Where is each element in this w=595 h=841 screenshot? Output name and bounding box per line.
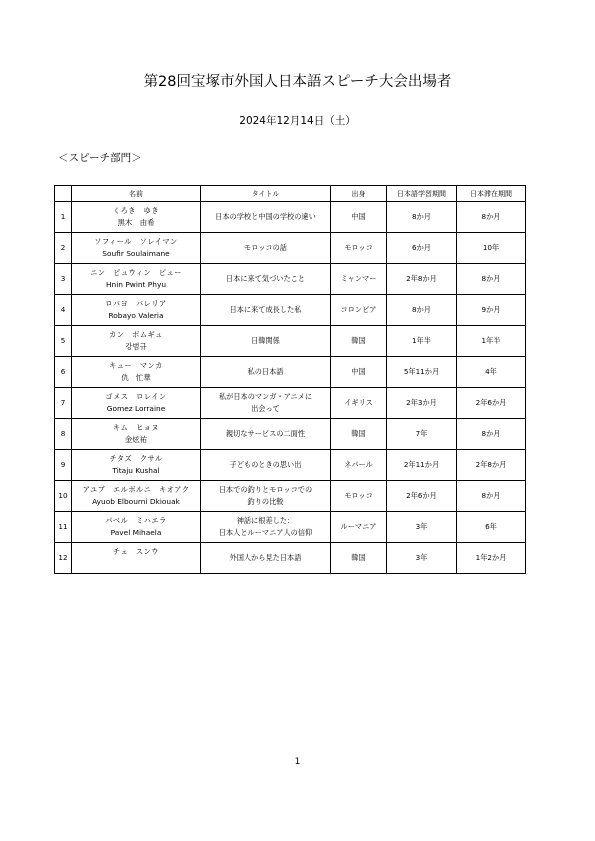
speaker-name: 강범규 — [125, 342, 147, 351]
table-row — [55, 481, 526, 512]
origin-cell: 中国 — [331, 202, 387, 233]
speaker-name-cell — [72, 512, 201, 543]
speech-title-line: 私の日本語 — [247, 367, 284, 376]
table-row — [55, 512, 526, 543]
speaker-name: Robayo Valeria — [108, 311, 164, 320]
speaker-name-reading: ゴメス ロレイン — [105, 392, 167, 401]
speaker-name-cell — [72, 450, 201, 481]
stay-period-cell: 4年 — [457, 357, 526, 388]
speaker-name-cell — [72, 202, 201, 233]
table-row — [55, 202, 526, 233]
speech-title-line: 外国人から見た日本語 — [229, 553, 302, 562]
speech-title-cell — [201, 543, 331, 574]
speaker-name-reading: カン ボムギュ — [109, 330, 163, 339]
row-number: 8 — [55, 419, 72, 450]
study-period-cell: 2年8か月 — [387, 264, 457, 295]
stay-period-cell: 6年 — [457, 512, 526, 543]
speech-title-cell — [201, 233, 331, 264]
table-row — [55, 264, 526, 295]
speaker-name-cell — [72, 326, 201, 357]
speaker-name-reading: ロバヨ バレリア — [105, 299, 167, 308]
study-period-cell: 8か月 — [387, 202, 457, 233]
speech-title-line: 日本に来て成長した私 — [229, 305, 302, 314]
row-number: 2 — [55, 233, 72, 264]
table-row — [55, 233, 526, 264]
row-number: 11 — [55, 512, 72, 543]
speech-title-line: 釣りの比較 — [247, 497, 284, 506]
origin-cell: イギリス — [331, 388, 387, 419]
document-title: 第28回宝塚市外国人日本語スピーチ大会出場者 — [143, 74, 452, 90]
row-number: 9 — [55, 450, 72, 481]
speech-title-line: 日本人とルーマニア人の信仰 — [218, 528, 313, 537]
origin-cell: コロンビア — [331, 295, 387, 326]
table-row — [55, 326, 526, 357]
speech-title-cell — [201, 326, 331, 357]
study-period-cell: 5年11か月 — [387, 357, 457, 388]
table-row — [55, 357, 526, 388]
study-period-cell: 2年6か月 — [387, 481, 457, 512]
stay-period-cell: 1年半 — [457, 326, 526, 357]
speaker-name-reading: チタズ クサル — [109, 454, 163, 463]
speaker-name-reading: アユブ エルボルニ キオアク — [82, 485, 190, 494]
row-number: 4 — [55, 295, 72, 326]
speaker-name-reading: くろき ゆき — [112, 206, 160, 215]
origin-cell: ミャンマー — [331, 264, 387, 295]
row-number: 12 — [55, 543, 72, 574]
header-title: タイトル — [201, 186, 331, 202]
speech-title-line: 日本に来て気づいたこと — [225, 274, 306, 283]
table-row — [55, 543, 526, 574]
stay-period-cell: 8か月 — [457, 202, 526, 233]
speech-title-cell — [201, 264, 331, 295]
origin-cell: ルーマニア — [331, 512, 387, 543]
speaker-name: 金炫祐 — [124, 435, 148, 444]
row-number: 3 — [55, 264, 72, 295]
speaker-name-cell — [72, 419, 201, 450]
speech-title-cell — [201, 357, 331, 388]
speaker-name-reading: チェ スンウ — [113, 547, 159, 556]
speaker-name — [72, 558, 200, 570]
speech-title-cell — [201, 388, 331, 419]
speaker-name: Titaju Kushal — [112, 466, 160, 475]
speech-title-cell — [201, 202, 331, 233]
study-period-cell: 2年11か月 — [387, 450, 457, 481]
origin-cell: 中国 — [331, 357, 387, 388]
stay-period-cell: 9か月 — [457, 295, 526, 326]
study-period-cell: 7年 — [387, 419, 457, 450]
speech-title-line: 日韓関係 — [251, 336, 280, 345]
speech-title-line: 出会って — [251, 404, 280, 413]
speaker-name: Gomez Lorraine — [106, 404, 166, 413]
header-study-period: 日本語学習期間 — [387, 186, 457, 202]
origin-cell: 韓国 — [331, 419, 387, 450]
speech-title-line: モロッコの話 — [244, 243, 287, 252]
row-number: 5 — [55, 326, 72, 357]
speech-title-line: 子どものときの思い出 — [229, 460, 302, 469]
header-name: 名前 — [72, 186, 201, 202]
study-period-cell: 1年半 — [387, 326, 457, 357]
speaker-name: Soufir Soulaimane — [102, 249, 170, 258]
speaker-name: 仇 忙華 — [121, 373, 151, 382]
study-period-cell: 8か月 — [387, 295, 457, 326]
row-number: 6 — [55, 357, 72, 388]
speech-title-line: 私が日本のマンガ・アニメに — [218, 392, 313, 401]
study-period-cell: 2年3か月 — [387, 388, 457, 419]
speech-title-cell — [201, 450, 331, 481]
table-row — [55, 450, 526, 481]
origin-cell: モロッコ — [331, 233, 387, 264]
stay-period-cell: 8か月 — [457, 481, 526, 512]
table-body — [55, 202, 526, 574]
header-origin: 出身 — [331, 186, 387, 202]
origin-cell: 韓国 — [331, 543, 387, 574]
speaker-name-reading: ニン ピュウィン ピュー — [90, 268, 182, 277]
page-number: 1 — [294, 757, 301, 767]
row-number: 10 — [55, 481, 72, 512]
speech-title-cell — [201, 512, 331, 543]
header-number — [55, 186, 72, 202]
row-number: 7 — [55, 388, 72, 419]
origin-cell: モロッコ — [331, 481, 387, 512]
speaker-name-cell — [72, 264, 201, 295]
table-header-row — [55, 186, 526, 202]
speaker-name-cell — [72, 233, 201, 264]
study-period-cell: 3年 — [387, 543, 457, 574]
speech-title-line: 日本の学校と中国の学校の違い — [215, 212, 316, 221]
speaker-name: Ayuob Elbourni Dkiouak — [92, 497, 180, 506]
speaker-name-cell — [72, 357, 201, 388]
stay-period-cell: 2年8か月 — [457, 450, 526, 481]
origin-cell: ネパール — [331, 450, 387, 481]
speech-title-line: 日本での釣りとモロッコでの — [218, 485, 313, 494]
speaker-name: 黒木 由希 — [117, 218, 155, 227]
speaker-name-cell — [72, 481, 201, 512]
speech-title-line: 親切なサービスの二面性 — [225, 429, 306, 438]
speech-title-cell — [201, 481, 331, 512]
speaker-name: Pavel Mihaela — [110, 528, 162, 537]
table-row — [55, 388, 526, 419]
stay-period-cell: 10年 — [457, 233, 526, 264]
speaker-name-reading: パベル ミハエラ — [105, 516, 167, 525]
speaker-name-cell — [72, 388, 201, 419]
speech-title-cell — [201, 295, 331, 326]
table-row — [55, 419, 526, 450]
study-period-cell: 3年 — [387, 512, 457, 543]
speech-title-cell — [201, 419, 331, 450]
row-number: 1 — [55, 202, 72, 233]
stay-period-cell: 8か月 — [457, 264, 526, 295]
section-heading: ＜スピーチ部門＞ — [58, 152, 142, 164]
table-row — [55, 295, 526, 326]
speaker-name-cell — [72, 543, 201, 574]
event-date: 2024年12月14日（土） — [239, 115, 356, 127]
header-stay-period: 日本滞在期間 — [457, 186, 526, 202]
speaker-name-cell — [72, 295, 201, 326]
stay-period-cell: 8か月 — [457, 419, 526, 450]
stay-period-cell: 2年6か月 — [457, 388, 526, 419]
stay-period-cell: 1年2か月 — [457, 543, 526, 574]
speaker-name: Hnin Pwint Phyu — [105, 280, 166, 289]
study-period-cell: 6か月 — [387, 233, 457, 264]
speaker-name-reading: キム ヒョヌ — [112, 423, 160, 432]
origin-cell: 韓国 — [331, 326, 387, 357]
speaker-name-reading: ソフィール ソレイマン — [94, 237, 178, 246]
speech-title-line: 神話に根差した： — [236, 516, 295, 525]
speakers-table — [54, 185, 526, 574]
speaker-name-reading: キュー マンカ — [109, 361, 163, 370]
